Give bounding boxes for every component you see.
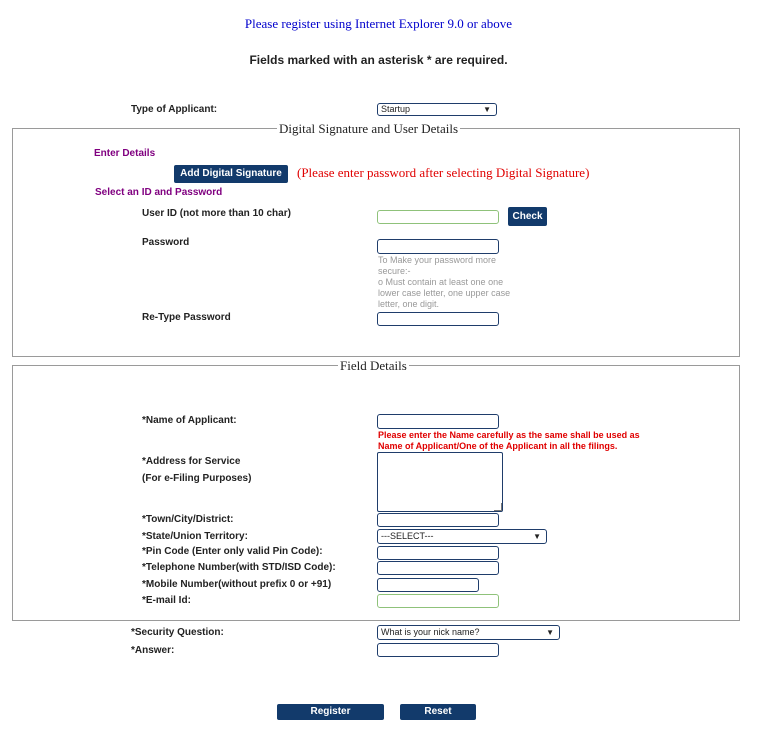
register-button[interactable]: Register (277, 704, 384, 720)
password-input[interactable] (377, 239, 499, 254)
state-label: *State/Union Territory: (142, 531, 248, 542)
state-select-value: ---SELECT--- (381, 531, 434, 541)
password-label: Password (142, 237, 190, 248)
mobile-label: *Mobile Number(without prefix 0 or +91) (142, 579, 332, 590)
user-id-label: User ID (not more than 10 char) (142, 208, 291, 219)
password-hint-line: o Must contain at least one one (378, 277, 504, 287)
answer-input[interactable] (377, 643, 499, 657)
chevron-down-icon: ▼ (533, 532, 541, 541)
chevron-down-icon: ▼ (546, 628, 554, 637)
user-id-input[interactable] (377, 210, 499, 224)
retype-password-input[interactable] (377, 312, 499, 326)
applicant-type-label: Type of Applicant: (131, 104, 218, 115)
pin-code-input[interactable] (377, 546, 499, 560)
retype-password-label: Re-Type Password (142, 312, 231, 323)
enter-details-heading: Enter Details (94, 148, 156, 159)
security-question-select[interactable] (377, 625, 560, 640)
pin-code-label: *Pin Code (Enter only valid Pin Code): (142, 546, 323, 557)
email-input[interactable] (377, 594, 499, 608)
signature-note: (Please enter password after selecting Digital Signature) (297, 165, 590, 180)
password-hint (378, 255, 538, 310)
digital-signature-legend: Digital Signature and User Details (279, 121, 459, 136)
field-details-legend: Field Details (340, 358, 407, 373)
password-hint-line: letter, one digit. (378, 299, 440, 309)
telephone-input[interactable] (377, 561, 499, 575)
chevron-down-icon: ▼ (483, 105, 491, 114)
applicant-type-select[interactable] (377, 103, 497, 116)
password-hint-line: lower case letter, one upper case (378, 288, 511, 298)
add-digital-signature-button[interactable]: Add Digital Signature (174, 165, 288, 183)
name-of-applicant-label: *Name of Applicant: (142, 415, 237, 426)
town-label: *Town/City/District: (142, 514, 234, 525)
name-warning-line: Name of Applicant/One of the Applicant in all the filings. (378, 441, 618, 451)
applicant-type-value: Startup (381, 104, 411, 114)
ie-notice: Please register using Internet Explorer 9.0 or above (244, 16, 513, 31)
mobile-input[interactable] (377, 578, 479, 592)
email-label: *E-mail Id: (142, 595, 191, 606)
state-select[interactable] (377, 529, 547, 544)
security-question-label: *Security Question: (131, 627, 224, 638)
select-id-heading: Select an ID and Password (95, 187, 223, 198)
telephone-label: *Telephone Number(with STD/ISD Code): (142, 562, 336, 573)
password-hint-line: To Make your password more (378, 255, 497, 265)
address-textarea[interactable] (377, 452, 503, 512)
name-warning-line: Please enter the Name carefully as the same shall be used as (378, 430, 640, 440)
name-warning (378, 430, 698, 452)
digital-signature-fieldset (12, 128, 740, 357)
password-hint-line: secure:- (378, 266, 411, 276)
answer-label: *Answer: (131, 645, 175, 656)
required-note: Fields marked with an asterisk * are required. (249, 53, 508, 67)
address-label: *Address for Service (142, 456, 241, 467)
address-sublabel: (For e-Filing Purposes) (142, 473, 252, 484)
town-input[interactable] (377, 513, 499, 527)
reset-button[interactable]: Reset (400, 704, 476, 720)
check-button[interactable]: Check (508, 207, 547, 226)
security-question-value: What is your nick name? (381, 627, 480, 637)
name-of-applicant-input[interactable] (377, 414, 499, 429)
field-details-fieldset (12, 365, 740, 621)
resize-handle-icon[interactable] (494, 503, 502, 511)
